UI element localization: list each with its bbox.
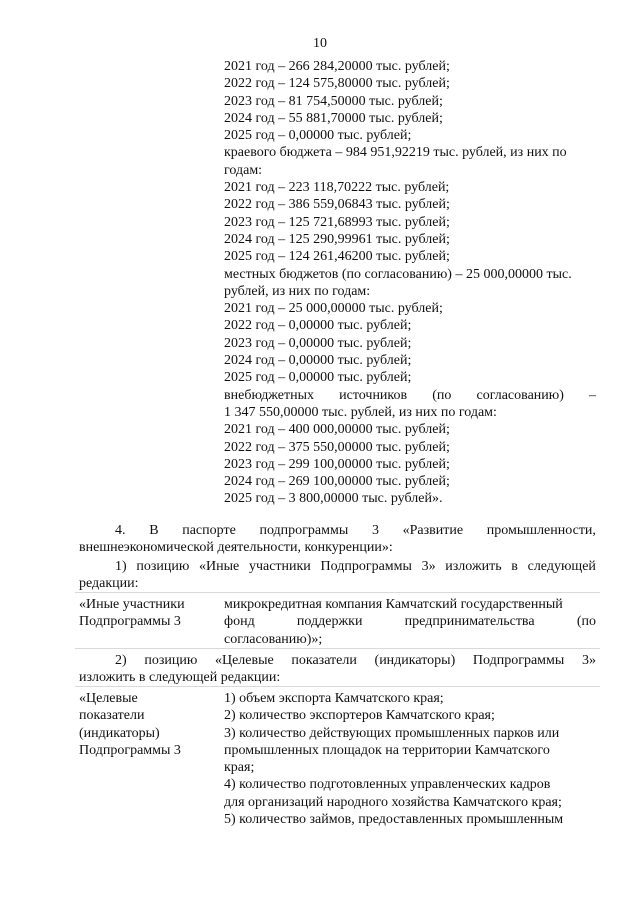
value-line: микрокредитная компания Камчатский государственный	[224, 597, 563, 612]
label-line: «Целевые	[79, 691, 138, 706]
sub-item-2-paragraph	[79, 652, 596, 687]
value-line-justified	[224, 613, 596, 630]
page-number: 10	[313, 36, 327, 51]
funding-line: 2024 год – 55 881,70000 тыс. рублей;	[224, 110, 443, 126]
word: «Развитие	[402, 523, 464, 538]
value-line: 3) количество действующих промышленных парков или	[224, 725, 560, 741]
word: поддержки	[296, 614, 363, 630]
word: предпринимательства	[404, 614, 535, 630]
funding-line: 2021 год – 223 118,70222 тыс. рублей;	[224, 180, 450, 196]
value-line: для организаций народного хозяйства Камчатского края;	[224, 794, 562, 810]
sub-item-2-line1	[79, 652, 596, 669]
word: «Целевые	[214, 653, 274, 668]
table-separator	[75, 686, 600, 687]
funding-line: 2023 год – 81 754,50000 тыс. рублей;	[224, 93, 443, 109]
value-line: 2) количество экспортеров Камчатского края;	[224, 708, 495, 724]
table-1-value	[224, 596, 596, 648]
word: показатели	[291, 653, 357, 668]
funding-line: 2022 год – 0,00000 тыс. рублей;	[224, 318, 412, 334]
word: 4.	[115, 523, 126, 538]
funding-line: 2024 год – 269 100,00000 тыс. рублей;	[224, 474, 450, 490]
funding-line: 2025 год – 124 261,46200 тыс. рублей;	[224, 249, 450, 265]
table-separator	[75, 592, 600, 593]
value-line: промышленных площадок на территории Камчатского	[224, 742, 550, 758]
word: внебюджетных	[224, 387, 315, 403]
word: 3	[371, 523, 379, 538]
label-line: Подпрограммы 3	[79, 742, 181, 758]
word: 3»	[421, 559, 436, 574]
extra-budget-heading-cont: 1 347 550,00000 тыс. рублей, из них по годам:	[224, 404, 497, 420]
word: изложить	[445, 559, 502, 574]
funding-line: 2021 год – 266 284,20000 тыс. рублей;	[224, 59, 450, 74]
word: следующей	[527, 559, 596, 574]
value-line: 1) объем экспорта Камчатского края;	[224, 691, 444, 706]
funding-line: 2025 год – 0,00000 тыс. рублей;	[224, 370, 412, 386]
label-line: (индикаторы)	[79, 725, 160, 741]
word: в	[511, 559, 518, 574]
word: позицию	[136, 559, 190, 574]
regional-budget-heading-cont: годам:	[224, 162, 263, 178]
word: (индикаторы)	[374, 653, 456, 668]
word: Подпрограммы	[320, 559, 412, 574]
regional-budget-heading: краевого бюджета – 984 951,92219 тыс. рублей, из них по	[224, 145, 567, 161]
word: источников	[339, 387, 408, 403]
funding-line: 2023 год – 0,00000 тыс. рублей;	[224, 335, 412, 351]
funding-line: 2021 год – 400 000,00000 тыс. рублей;	[224, 422, 450, 438]
table-2-label	[79, 690, 214, 759]
label-line: «Иные участники	[79, 597, 185, 612]
word: фонд	[224, 614, 255, 630]
item-4-line1	[79, 522, 596, 539]
word: участники	[248, 559, 311, 574]
funding-line: 2025 год – 3 800,00000 тыс. рублей».	[224, 491, 443, 507]
funding-line: 2025 год – 0,00000 тыс. рублей;	[224, 128, 412, 144]
word: Подпрограммы	[472, 653, 565, 668]
table-1-label	[79, 596, 214, 631]
table-separator	[75, 648, 600, 649]
funding-line: 2023 год – 125 721,68993 тыс. рублей;	[224, 214, 450, 230]
word: позицию	[144, 653, 198, 668]
item-4-paragraph	[79, 522, 596, 557]
word: 3»	[581, 653, 596, 668]
label-line: Подпрограммы 3	[79, 614, 181, 630]
sub-item-1-line2: редакции:	[79, 576, 139, 592]
funding-line: 2021 год – 25 000,00000 тыс. рублей;	[224, 301, 443, 317]
sub-item-1-line1	[79, 558, 596, 575]
funding-line: 2023 год – 299 100,00000 тыс. рублей;	[224, 456, 450, 472]
value-line: согласованию)»;	[224, 631, 323, 647]
value-line: 4) количество подготовленных управленческих кадров	[224, 777, 551, 793]
word: (по	[432, 387, 452, 403]
word: –	[588, 387, 596, 403]
sub-item-2-line2: изложить в следующей редакции:	[79, 670, 281, 686]
value-line: края;	[224, 760, 255, 776]
funding-block	[224, 58, 596, 508]
word: В	[149, 523, 159, 538]
funding-line: 2022 год – 124 575,80000 тыс. рублей;	[224, 76, 450, 92]
extra-budget-heading	[224, 387, 596, 404]
funding-line: 2022 год – 386 559,06843 тыс. рублей;	[224, 197, 450, 213]
table-1-row	[79, 596, 596, 650]
word: паспорте	[182, 523, 236, 538]
word: «Иные	[199, 559, 240, 574]
label-line: показатели	[79, 708, 145, 724]
item-4-line2: внешнеэкономической деятельности, конкуренции»:	[79, 540, 393, 556]
word: согласованию)	[476, 387, 564, 403]
funding-line: 2024 год – 0,00000 тыс. рублей;	[224, 353, 412, 369]
word: подпрограммы	[259, 523, 349, 538]
local-budget-heading-cont: рублей, из них по годам:	[224, 283, 371, 299]
funding-line: 2022 год – 375 550,00000 тыс. рублей;	[224, 439, 450, 455]
local-budget-heading: местных бюджетов (по согласованию) – 25 000,00000 тыс.	[224, 266, 572, 282]
sub-item-1-paragraph	[79, 558, 596, 593]
funding-line: 2024 год – 125 290,99961 тыс. рублей;	[224, 231, 450, 247]
table-2-row	[79, 690, 596, 835]
table-2-value	[224, 690, 596, 828]
word: промышленности,	[486, 523, 596, 538]
word: 1)	[115, 559, 127, 574]
word: 2)	[115, 653, 127, 668]
word: (по	[576, 614, 596, 630]
value-line: 5) количество займов, предоставленных промышленным	[224, 812, 564, 828]
